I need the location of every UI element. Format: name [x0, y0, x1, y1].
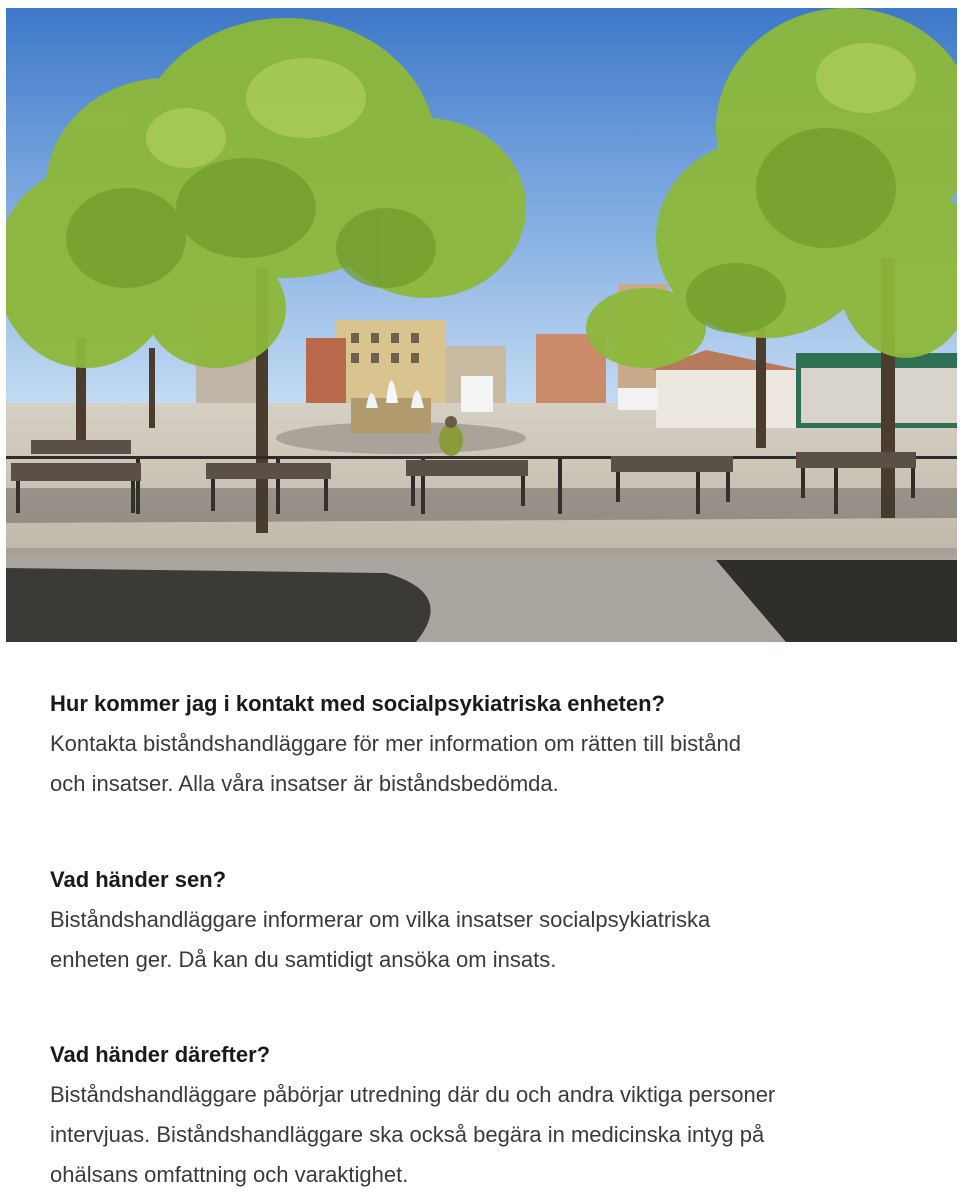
section-heading: Vad händer därefter?: [50, 1042, 271, 1067]
paragraph-line: Kontakta biståndshandläggare för mer information om rätten till bistånd: [50, 731, 741, 756]
section-next: [50, 860, 930, 980]
paragraph-line: ohälsans omfattning och varaktighet.: [50, 1162, 409, 1187]
paragraph-line: Biståndshandläggare påbörjar utredning där du och andra viktiga personer: [50, 1082, 776, 1107]
section-heading: Vad händer sen?: [50, 867, 227, 892]
paragraph-line: och insatser. Alla våra insatser är biståndsbedömda.: [50, 771, 559, 796]
paragraph-line: enheten ger. Då kan du samtidigt ansöka om insats.: [50, 947, 557, 972]
paragraph-line: Biståndshandläggare informerar om vilka insatser socialpsykiatriska: [50, 907, 711, 932]
section-heading: Hur kommer jag i kontakt med socialpsykiatriska enheten?: [50, 691, 665, 716]
paragraph-line: intervjuas. Biståndshandläggare ska också begära in medicinska intyg på: [50, 1122, 765, 1147]
town-square-photo: [6, 8, 957, 642]
section-contact: [50, 684, 930, 804]
section-after: [50, 1035, 930, 1195]
info-text: [50, 684, 930, 1195]
